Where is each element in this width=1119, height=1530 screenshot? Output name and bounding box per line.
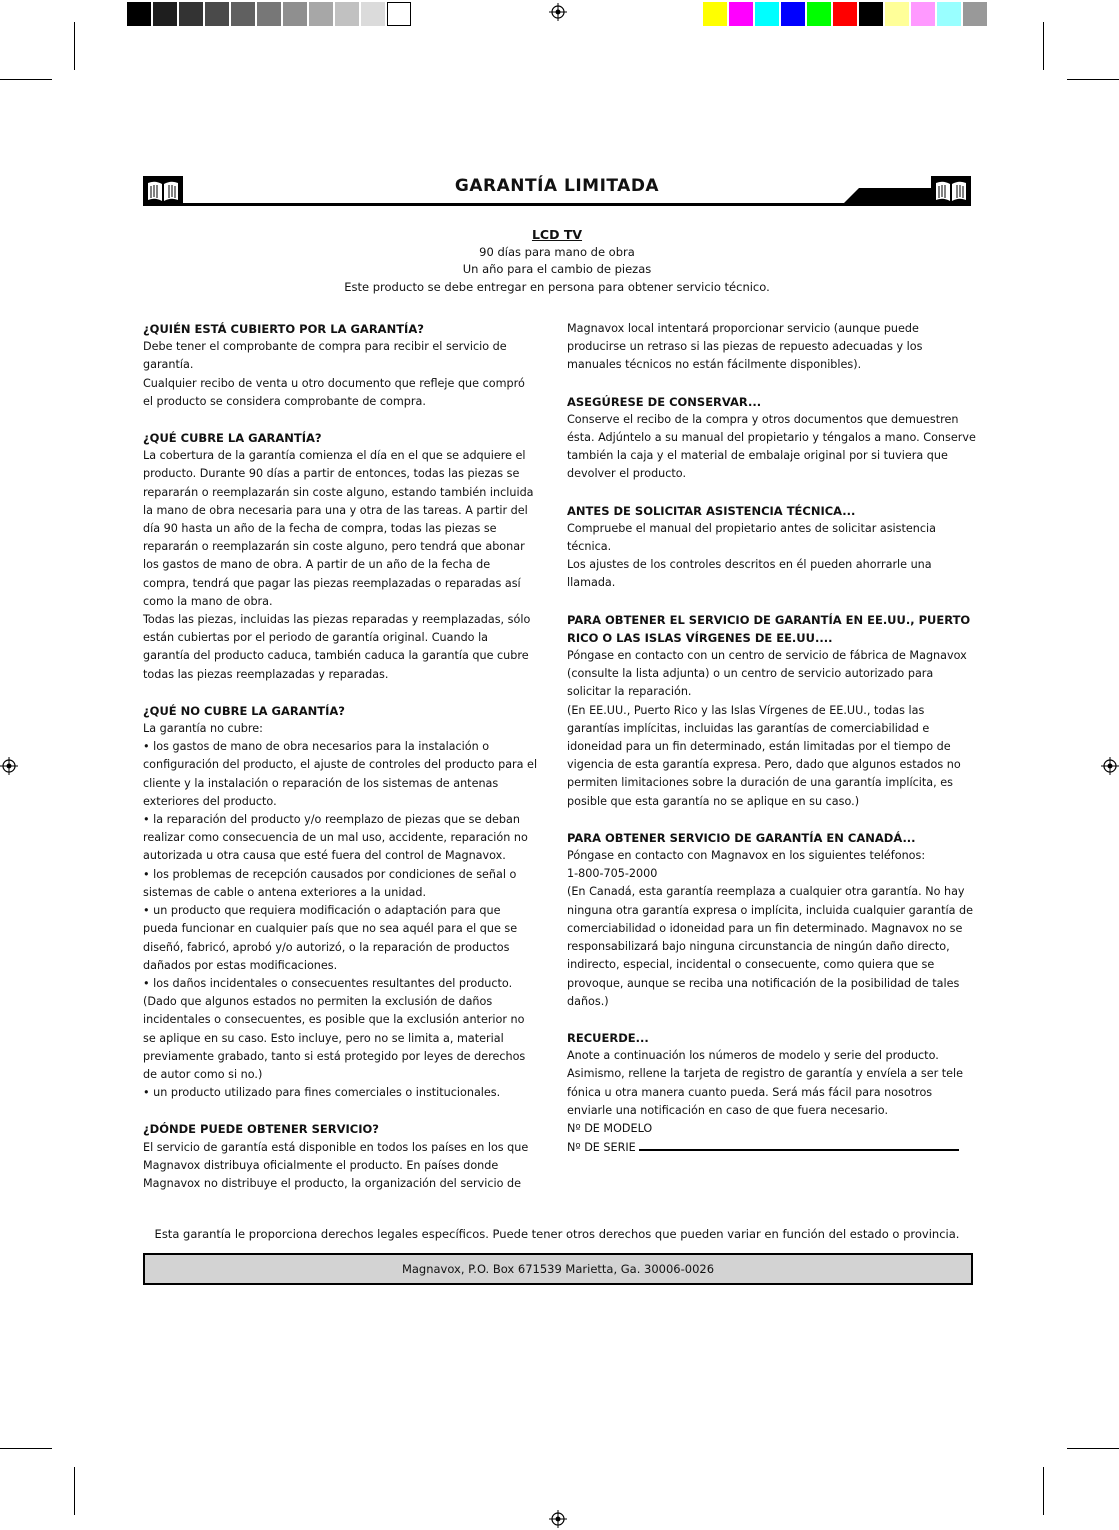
color-swatch	[885, 2, 909, 26]
color-swatch	[911, 2, 935, 26]
section-paragraph: Compruebe el manual del propietario antes de solicitar asistencia técnica.	[567, 521, 936, 554]
page-title: GARANTÍA LIMITADA	[454, 176, 660, 196]
section-paragraph: El servicio de garantía está disponible en todos los países en los que Magnavox distribuya oficialmente el producto. En países donde Magnavox no distribuye el producto, la organización del servicio de	[143, 1140, 529, 1190]
color-swatch	[755, 2, 779, 26]
warranty-section	[567, 320, 977, 375]
section-paragraph: (En Canadá, esta garantía reemplaza a cualquier otra garantía. No hay ninguna otra garantía expresa o implícita, incluida cualquier garantía de comerciabilidad o idoneidad para un fin determinado. Magnavox no se responsabilizará bajo ninguna circunstancia de ningún daño directo, indirecto, especial, incidental o consecuente, como quiera que se provoque, aunque se reciba una notificación de la posibilidad de tales daños.)	[567, 885, 973, 1008]
color-swatch	[937, 2, 961, 26]
right-column	[567, 320, 977, 1175]
serial-number-label: Nº DE SERIE	[567, 1141, 636, 1155]
section-heading: PARA OBTENER EL SERVICIO DE GARANTÍA EN EE.UU., PUERTO RICO O LAS ISLAS VÍRGENES DE EE.UU....	[567, 612, 971, 645]
section-heading: ANTES DE SOLICITAR ASISTENCIA TÉCNICA...	[567, 503, 856, 518]
section-heading: ¿QUÉ NO CUBRE LA GARANTÍA?	[143, 703, 345, 718]
title-rule	[183, 203, 931, 206]
registration-mark-icon	[1101, 757, 1119, 775]
crop-mark	[0, 79, 52, 80]
crop-mark	[74, 1467, 75, 1515]
section-paragraph: La garantía no cubre:	[143, 722, 263, 736]
color-swatch	[361, 2, 385, 26]
color-swatch	[283, 2, 307, 26]
warranty-section	[143, 1120, 538, 1193]
section-paragraph: Conserve el recibo de la compra y otros documentos que demuestren ésta. Adjúntelo a su manual del propietario y téngalos a mano. Conserve también la caja y el material de embalaje original por si tuviera que devolver el producto.	[567, 412, 976, 481]
section-heading: ¿DÓNDE PUEDE OBTENER SERVICIO?	[143, 1122, 379, 1137]
address-box: Magnavox, P.O. Box 671539 Marietta, Ga. 30006-0026	[143, 1253, 973, 1285]
section-paragraph: • un producto utilizado para fines comerciales o institucionales.	[143, 1086, 501, 1100]
crop-mark	[1043, 1467, 1044, 1515]
legal-note: Esta garantía le proporciona derechos legales específicos. Puede tener otros derechos que pueden variar en función del estado o provincia.	[154, 1227, 960, 1241]
section-heading: RECUERDE...	[567, 1030, 649, 1045]
color-swatch	[205, 2, 229, 26]
section-paragraph: (En EE.UU., Puerto Rico y las Islas Vírgenes de EE.UU., todas las garantías implícitas, incluidas las garantías de comerciabilidad e idoneidad para un fin determinado, están limitadas por el tiempo de vigencia de esta garantía expresa. Pero, dado que algunos estados no permiten limitaciones sobre la duración de una garantía implícita, es posible que esta garantía no se aplique en su caso.)	[567, 703, 961, 808]
section-heading: PARA OBTENER SERVICIO DE GARANTÍA EN CANADÁ...	[567, 830, 916, 845]
summary-line: 90 días para mano de obra	[479, 244, 635, 259]
section-paragraph: Anote a continuación los números de modelo y serie del producto. Asimismo, rellene la tarjeta de registro de garantía y envíela a ser tele fónica u otra manera cuanto pueda. Será más fácil para nosotros enviarle una notificación en caso de que fuera necesario.	[567, 1049, 964, 1117]
registration-mark-icon	[0, 757, 18, 775]
color-swatch	[153, 2, 177, 26]
crop-mark	[1043, 22, 1044, 70]
crop-mark	[1067, 79, 1119, 80]
crop-mark	[1067, 1448, 1119, 1449]
color-swatch	[257, 2, 281, 26]
section-paragraph: Póngase en contacto con un centro de servicio de fábrica de Magnavox (consulte la lista adjunta) o un centro de servicio autorizado para solicitar la reparación.	[567, 649, 967, 699]
model-number-label: Nº DE MODELO	[567, 1121, 653, 1135]
warranty-section	[567, 393, 977, 484]
section-paragraph: • los daños incidentales o consecuentes resultantes del producto. (Dado que algunos estados no permiten la exclusión de daños incidentales o consecuentes, es posible que la exclusión anterior no se aplique en su caso. Esto incluye, pero no se limita a, material previamente grabado, tanto si está protegido por leyes de derechos de autor como si no.)	[143, 976, 526, 1081]
warranty-section	[567, 829, 977, 1011]
color-swatch	[335, 2, 359, 26]
section-paragraph: La cobertura de la garantía comienza el día en el que se adquiere el producto. Durante 90 días a partir de entonces, todas las piezas se repararán o reemplazarán sin coste alguno, estando también incluida la mano de obra necesaria para una y otra de las tareas. A partir del día 90 hasta un año de la fecha de compra, todas las piezas se repararán o reemplazarán sin coste alguno, pero tendrá que abonar los gastos de mano de obra. A partir de un año de la fecha de compra, tendrá que pagar las piezas reemplazadas o reparadas así como la mano de obra.	[143, 449, 534, 608]
color-swatch	[807, 2, 831, 26]
color-swatch	[859, 2, 883, 26]
section-paragraph: • los problemas de recepción causados por condiciones de señal o sistemas de cable o antena exteriores a la unidad.	[143, 867, 517, 899]
color-swatch	[781, 2, 805, 26]
section-paragraph: Magnavox local intentará proporcionar servicio (aunque puede producirse un retraso si las piezas de repuesto adecuadas y los manuales técnicos no están fácilmente disponibles).	[567, 322, 923, 372]
serial-number-row	[567, 1138, 977, 1157]
summary-line: Un año para el cambio de piezas	[462, 262, 652, 276]
section-paragraph: 1-800-705-2000	[567, 867, 658, 881]
section-paragraph: • los gastos de mano de obra necesarios para la instalación o configuración del producto, el ajuste de controles del producto para el cliente y la instalación o reparación de los sistemas de antenas exteriores del producto.	[143, 740, 538, 808]
color-swatch	[387, 2, 411, 26]
section-paragraph: Todas las piezas, incluidas las piezas reparadas y reemplazadas, sólo están cubiertas por el periodo de garantía original. Cuando la garantía del producto caduca, también caduca la garantía que cubre todas las piezas reemplazadas y reparadas.	[143, 613, 531, 681]
registration-mark-icon	[549, 3, 567, 21]
serial-number-line[interactable]	[639, 1138, 959, 1151]
section-heading: ¿QUÉ CUBRE LA GARANTÍA?	[143, 431, 322, 446]
color-swatch	[963, 2, 987, 26]
color-swatch	[309, 2, 333, 26]
warranty-section	[567, 502, 977, 593]
color-swatch	[127, 2, 151, 26]
section-paragraph: • un producto que requiera modificación o adaptación para que pueda funcionar en cualquier país que no sea aquél para el que se diseñó, fabricó, aprobó y/o autorizó, o la reparación de productos dañados por estas modificaciones.	[143, 904, 518, 972]
section-heading: ASEGÚRESE DE CONSERVAR...	[567, 394, 762, 409]
warranty-section	[567, 1029, 977, 1157]
crop-mark	[74, 22, 75, 70]
left-column	[143, 320, 538, 1211]
section-paragraph: Póngase en contacto con Magnavox en los siguientes teléfonos:	[567, 849, 926, 863]
warranty-section	[143, 429, 538, 684]
color-swatch	[703, 2, 727, 26]
color-swatch	[179, 2, 203, 26]
color-swatch	[833, 2, 857, 26]
color-swatch	[729, 2, 753, 26]
open-book-icon	[931, 176, 971, 206]
section-paragraph: Los ajustes de los controles descritos en él pueden ahorrarle una llamada.	[567, 558, 932, 590]
title-bar	[143, 174, 971, 208]
section-paragraph: Debe tener el comprobante de compra para recibir el servicio de garantía.	[143, 340, 507, 372]
warranty-section	[143, 702, 538, 1102]
section-paragraph: • la reparación del producto y/o reemplazo de piezas que se deban realizar como consecuencia de un mal uso, accidente, reparación no autorizada u otra causa que esté fuera del control de Magnavox.	[143, 813, 528, 863]
crop-mark	[0, 1448, 52, 1449]
warranty-section	[143, 320, 538, 411]
product-name: LCD TV	[531, 227, 583, 242]
warranty-section	[567, 611, 977, 811]
section-heading: ¿QUIÉN ESTÁ CUBIERTO POR LA GARANTÍA?	[143, 322, 424, 336]
color-swatch	[231, 2, 255, 26]
section-paragraph: Cualquier recibo de venta u otro documento que refleje que compró el producto se considera comprobante de compra.	[143, 376, 525, 408]
summary-line: Este producto se debe entregar en persona para obtener servicio técnico.	[344, 279, 770, 294]
registration-mark-icon	[549, 1510, 567, 1528]
warranty-summary	[143, 226, 971, 296]
